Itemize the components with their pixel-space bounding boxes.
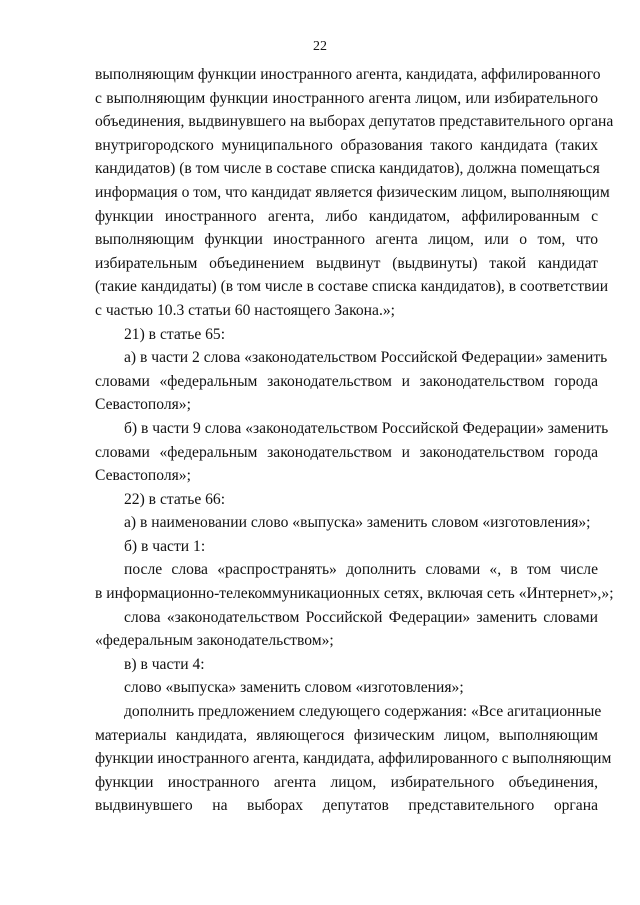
text-line: словами «федеральным законодательством и законодательством города <box>95 443 598 461</box>
paragraph <box>95 606 598 653</box>
text-line: слова «законодательством Российской Федерации» заменить словами <box>124 608 598 626</box>
paragraph <box>95 323 598 347</box>
text-line: словами «федеральным законодательством и законодательством города <box>95 372 598 390</box>
text-line: а) в части 2 слова «законодательством Российской Федерации» заменить <box>124 349 608 367</box>
text-line: «федеральным законодательством»; <box>95 632 334 650</box>
paragraph <box>95 346 608 417</box>
document-body <box>95 63 614 818</box>
text-line: после слова «распространять» дополнить словами «, в том числе <box>124 561 598 579</box>
paragraph <box>95 535 598 559</box>
paragraph <box>95 511 598 535</box>
text-line: кандидатов) (в том числе в составе списка кандидатов), должна помещаться <box>95 160 600 178</box>
text-line: выполняющим функции иностранного агента, кандидата, аффилированного <box>95 66 601 83</box>
text-line: объединения, выдвинувшего на выборах депутатов представительного органа <box>95 113 614 131</box>
paragraph <box>95 700 612 818</box>
text-line: б) в части 1: <box>124 537 206 555</box>
paragraph <box>95 63 614 323</box>
text-line: (такие кандидаты) (в том числе в составе списка кандидатов), в соответствии <box>95 278 609 296</box>
text-line: 21) в статье 65: <box>124 325 226 343</box>
paragraph <box>95 417 609 488</box>
paragraph <box>95 676 598 700</box>
paragraph <box>95 653 598 677</box>
text-line: Севастополя»; <box>95 467 191 485</box>
paragraph <box>95 558 614 605</box>
text-line: в информационно-телекоммуникационных сетях, включая сеть «Интернет»,»; <box>95 585 614 603</box>
text-line: выполняющим функции иностранного агента лицом, или о том, что <box>95 231 598 249</box>
text-line: б) в части 9 слова «законодательством Российской Федерации» заменить <box>124 419 609 437</box>
text-line: материалы кандидата, являющегося физическим лицом, выполняющим <box>95 726 598 744</box>
text-line: выдвинувшего на выборах депутатов представительного органа <box>95 797 598 815</box>
text-line: Севастополя»; <box>95 396 191 414</box>
text-line: внутригородского муниципального образования такого кандидата (таких <box>95 136 598 154</box>
text-line: слово «выпуска» заменить словом «изготовления»; <box>124 679 464 697</box>
text-line: функции иностранного агента лицом, избирательного объединения, <box>95 773 598 791</box>
text-line: а) в наименовании слово «выпуска» заменить словом «изготовления»; <box>124 514 591 532</box>
text-line: функции иностранного агента, кандидата, аффилированного с выполняющим <box>95 750 612 768</box>
text-line: 22) в статье 66: <box>124 490 226 508</box>
text-line: с частью 10.3 статьи 60 настоящего Закона.»; <box>95 301 395 319</box>
text-line: избирательным объединением выдвинут (выдвинуты) такой кандидат <box>95 254 598 272</box>
page-number: 22 <box>313 39 327 54</box>
text-line: в) в части 4: <box>124 655 205 673</box>
paragraph <box>95 488 598 512</box>
text-line: функции иностранного агента, либо кандидатом, аффилированным с <box>95 207 598 225</box>
text-line: дополнить предложением следующего содержания: «Все агитационные <box>124 703 602 721</box>
text-line: информация о том, что кандидат является физическим лицом, выполняющим <box>95 183 610 201</box>
text-line: с выполняющим функции иностранного агента лицом, или избирательного <box>95 89 598 107</box>
